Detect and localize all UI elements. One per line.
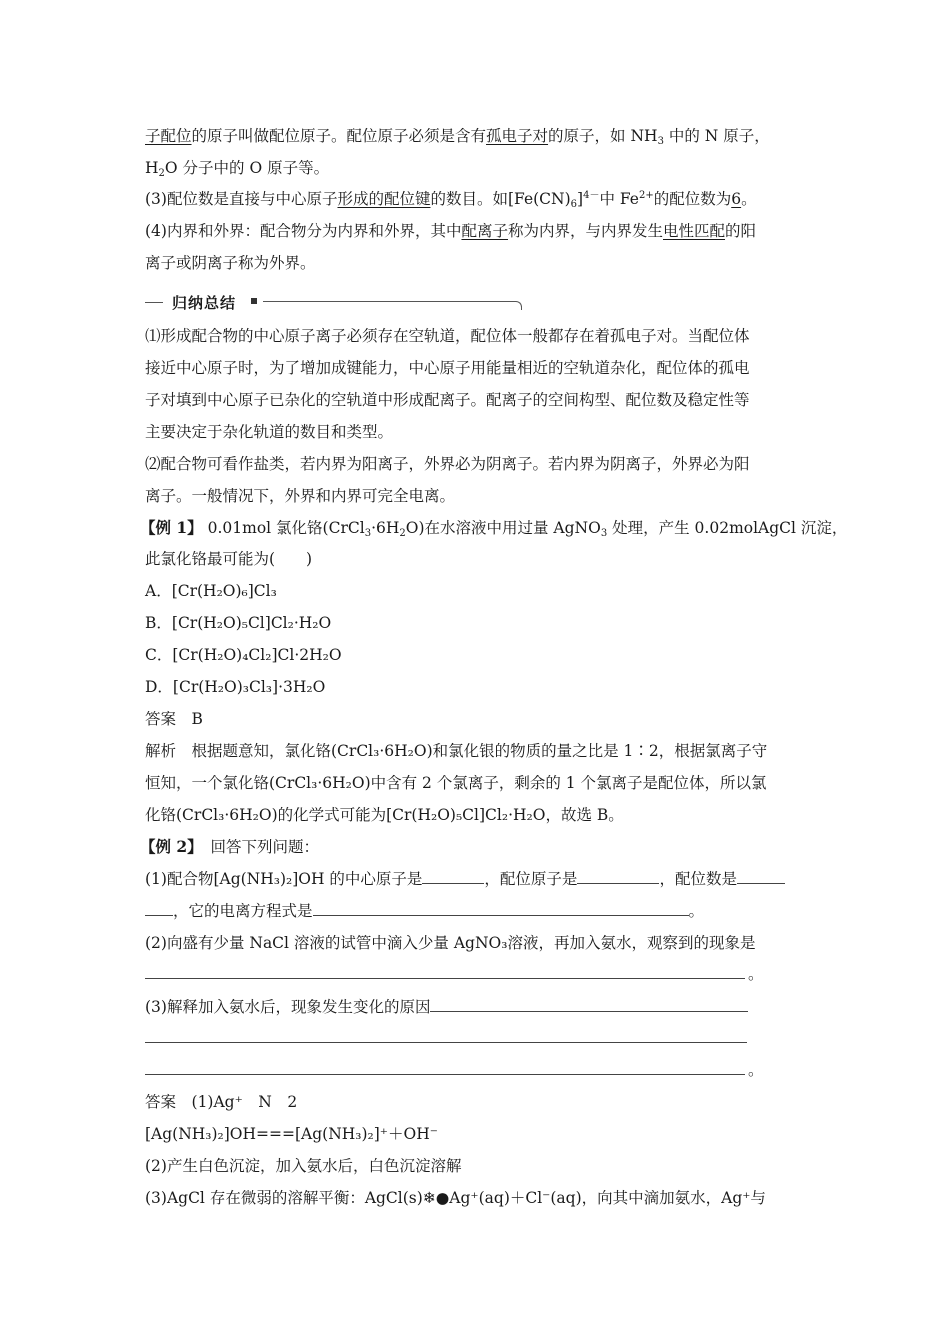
answer-line[interactable] <box>145 1074 745 1075</box>
underlined-term: 孤电子对 <box>486 127 549 145</box>
header-rule-left <box>145 302 163 303</box>
example-1-question-cont: 此氯化铬最可能为( ) <box>145 550 313 568</box>
summary-line: 主要决定于杂化轨道的数目和类型。 <box>145 423 394 441</box>
underlined-term: 电性匹配 <box>663 222 726 240</box>
example-2-intro: 【例 2】 回答下列问题： <box>140 837 319 856</box>
underlined-term: 配离子 <box>461 222 508 240</box>
period-mark: 。 <box>748 965 764 983</box>
para-line: (3)配位数是直接与中心原子形成的配位键的数目。如$[Fe(CN)_6]^{4-}$中 $Fe^{2+}$的配位数为6。 <box>145 190 757 210</box>
example-label: 【例 2】 <box>140 837 195 856</box>
summary-line: 子对填到中心原子已杂化的空轨道中形成配离子。配离子的空间构型、配位数及稳定性等 <box>145 391 750 409</box>
answer-blank[interactable] <box>313 901 689 916</box>
summary-line: 接近中心原子时，为了增加成键能力，中心原子用能量相近的空轨道杂化，配位体的孤电 <box>145 359 750 377</box>
example-2-q2: (2)向盛有少量 NaCl 溶液的试管中滴入少量 AgNO₃溶液，再加入氨水，观察到的现象是 <box>145 934 756 952</box>
summary-header <box>145 292 525 316</box>
para-line: (4)内界和外界：配合物分为内界和外界，其中配离子称为内界，与内界发生电性匹配的阳 <box>145 222 757 240</box>
example-2-q1-cont: ，它的电离方程式是 。 <box>145 901 704 921</box>
example-2-answer: (2)产生白色沉淀，加入氨水后，白色沉淀溶解 <box>145 1157 462 1175</box>
underlined-term: 6 <box>731 190 742 208</box>
answer-blank[interactable] <box>430 997 748 1012</box>
answer-blank[interactable] <box>737 869 785 884</box>
summary-line: ⑴形成配合物的中心原子离子必须存在空轨道，配位体一般都存在着孤电子对。当配位体 <box>145 327 750 345</box>
example-1-question: 【例 1】 0.01mol 氯化铬$(CrCl_3\cdot 6H_2O)$在水溶液中用过量 AgNO$_3$ 处理，产生 0.02molAgCl 沉淀， <box>140 518 848 539</box>
para-line: 子配位的原子叫做配位原子。配位原子必须是含有孤电子对的原子，如 $NH_3$ 中的 N 原子， <box>145 127 770 147</box>
option-d: D．[Cr(H₂O)₃Cl₃]·3H₂O <box>145 678 326 696</box>
underlined-term: 子配位 <box>145 127 192 145</box>
example-2-q1: (1)配合物[Ag(NH₃)₂]OH 的中心原子是 ，配位原子是 ，配位数是 <box>145 869 785 889</box>
example-1-explanation: 恒知，一个氯化铬(CrCl₃·6H₂O)中含有 2 个氯离子，剩余的 1 个氯离子是配位体，所以氯 <box>145 774 767 792</box>
para-line: $H_2O$ 分子中的 O 原子等。 <box>145 159 330 179</box>
option-b: B．[Cr(H₂O)₅Cl]Cl₂·H₂O <box>145 614 332 632</box>
para-line: 离子或阴离子称为外界。 <box>145 254 316 272</box>
example-1-explanation: 化铬(CrCl₃·6H₂O)的化学式可能为[Cr(H₂O)₅Cl]Cl₂·H₂O，故选 B。 <box>145 806 624 824</box>
period-mark: 。 <box>748 1061 764 1079</box>
example-2-answer: 答案 (1)Ag⁺ N 2 <box>145 1093 298 1111</box>
example-2-answer-eq: [Ag(NH₃)₂]OH===[Ag(NH₃)₂]⁺＋OH⁻ <box>145 1125 438 1143</box>
answer-blank[interactable] <box>145 901 173 916</box>
answer-blank[interactable] <box>422 869 484 884</box>
example-2-answer: (3)AgCl 存在微弱的溶解平衡：AgCl(s)❄●Ag⁺(aq)＋Cl⁻(aq)，向其中滴加氨水，Ag⁺与 <box>145 1189 766 1207</box>
answer-line[interactable] <box>145 1042 747 1043</box>
header-rule-right <box>263 301 522 310</box>
underlined-term: 形成的配位键 <box>337 190 431 208</box>
answer-blank[interactable] <box>577 869 659 884</box>
summary-line: ⑵配合物可看作盐类，若内界为阳离子，外界必为阴离子。若内界为阴离子，外界必为阳 <box>145 455 750 473</box>
example-label: 【例 1】 <box>140 518 203 537</box>
example-1-answer: 答案 B <box>145 710 203 728</box>
square-bullet-icon <box>251 298 257 304</box>
summary-line: 离子。一般情况下，外界和内界可完全电离。 <box>145 487 456 505</box>
example-1-explanation: 解析 根据题意知，氯化铬(CrCl₃·6H₂O)和氯化银的物质的量之比是 1∶2，根据氯离子守 <box>145 742 768 760</box>
summary-title: 归纳总结 <box>172 294 237 312</box>
option-a: A．[Cr(H₂O)₆]Cl₃ <box>145 582 277 600</box>
example-2-q3: (3)解释加入氨水后，现象发生变化的原因 <box>145 997 748 1017</box>
answer-line[interactable] <box>145 978 745 979</box>
option-c: C．[Cr(H₂O)₄Cl₂]Cl·2H₂O <box>145 646 342 664</box>
